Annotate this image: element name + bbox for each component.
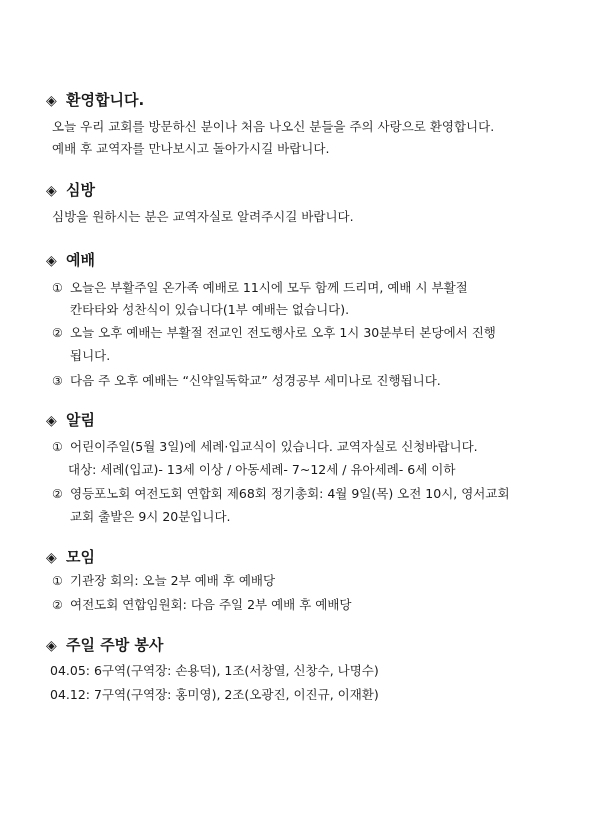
diamond-bullet-icon: ◈ xyxy=(46,638,57,654)
welcome-line: 오늘 우리 교회를 방문하신 분이나 처음 나오신 분들을 주의 사랑으로 환영합니다. xyxy=(52,119,495,134)
kitchen-heading xyxy=(46,635,163,655)
worship-title: 예배 xyxy=(66,251,95,269)
item-text: 기관장 회의: 오늘 2부 예배 후 예배당 xyxy=(70,573,276,588)
meeting-item xyxy=(52,571,275,591)
notice-heading xyxy=(46,410,95,430)
diamond-bullet-icon: ◈ xyxy=(46,550,57,566)
item-number: ① xyxy=(52,574,63,588)
worship-item xyxy=(52,323,496,343)
notice-item-continuation: 교회 출발은 9시 20분입니다. xyxy=(70,509,231,524)
item-number: ① xyxy=(52,440,63,454)
notice-item-continuation: 대상: 세례(입교)- 13세 이상 / 아동세례- 7~12세 / 유아세례- 6세 이하 xyxy=(68,462,456,477)
kitchen-schedule-line: 04.12: 7구역(구역장: 홍미영), 2조(오광진, 이진규, 이재환) xyxy=(50,687,379,702)
kitchen-schedule-line: 04.05: 6구역(구역장: 손용덕), 1조(서창열, 신창수, 나명수) xyxy=(50,663,379,678)
meeting-item xyxy=(52,595,351,615)
visit-heading xyxy=(46,180,95,200)
worship-item xyxy=(52,278,468,298)
item-number: ③ xyxy=(52,374,63,388)
item-number: ② xyxy=(52,326,63,340)
item-number: ② xyxy=(52,487,63,501)
item-text: 영등포노회 여전도회 연합회 제68회 정기총회: 4월 9일(목) 오전 10시, 영서교회 xyxy=(70,486,510,501)
item-text: 어린이주일(5월 3일)에 세례·입교식이 있습니다. 교역자실로 신청바랍니다. xyxy=(70,439,478,454)
welcome-line: 예배 후 교역자를 만나보시고 돌아가시길 바랍니다. xyxy=(52,141,330,156)
worship-item-continuation: 됩니다. xyxy=(70,348,111,363)
worship-heading xyxy=(46,250,95,270)
item-text: 여전도회 연합임원회: 다음 주일 2부 예배 후 예배당 xyxy=(70,597,352,612)
kitchen-title: 주일 주방 봉사 xyxy=(66,636,164,654)
worship-item-continuation: 칸타타와 성찬식이 있습니다(1부 예배는 없습니다). xyxy=(70,302,350,317)
item-text: 오늘은 부활주일 온가족 예배로 11시에 모두 함께 드리며, 예배 시 부활절 xyxy=(70,280,468,295)
notice-item xyxy=(52,484,510,504)
welcome-title: 환영합니다. xyxy=(66,91,145,109)
visit-title: 심방 xyxy=(66,181,95,199)
diamond-bullet-icon: ◈ xyxy=(46,253,57,269)
item-number: ② xyxy=(52,598,63,612)
notice-title: 알림 xyxy=(66,411,95,429)
diamond-bullet-icon: ◈ xyxy=(46,183,57,199)
worship-item xyxy=(52,371,441,391)
item-number: ① xyxy=(52,281,63,295)
welcome-heading xyxy=(46,90,144,110)
diamond-bullet-icon: ◈ xyxy=(46,413,57,429)
item-text: 다음 주 오후 예배는 “신약일독학교” 성경공부 세미나로 진행됩니다. xyxy=(70,373,441,388)
diamond-bullet-icon: ◈ xyxy=(46,93,57,109)
visit-line: 심방을 원하시는 분은 교역자실로 알려주시길 바랍니다. xyxy=(52,209,354,224)
meeting-heading xyxy=(46,547,95,567)
notice-item xyxy=(52,437,478,457)
meeting-title: 모임 xyxy=(66,548,95,566)
item-text: 오늘 오후 예배는 부활절 전교인 전도행사로 오후 1시 30분부터 본당에서 진행 xyxy=(70,325,496,340)
